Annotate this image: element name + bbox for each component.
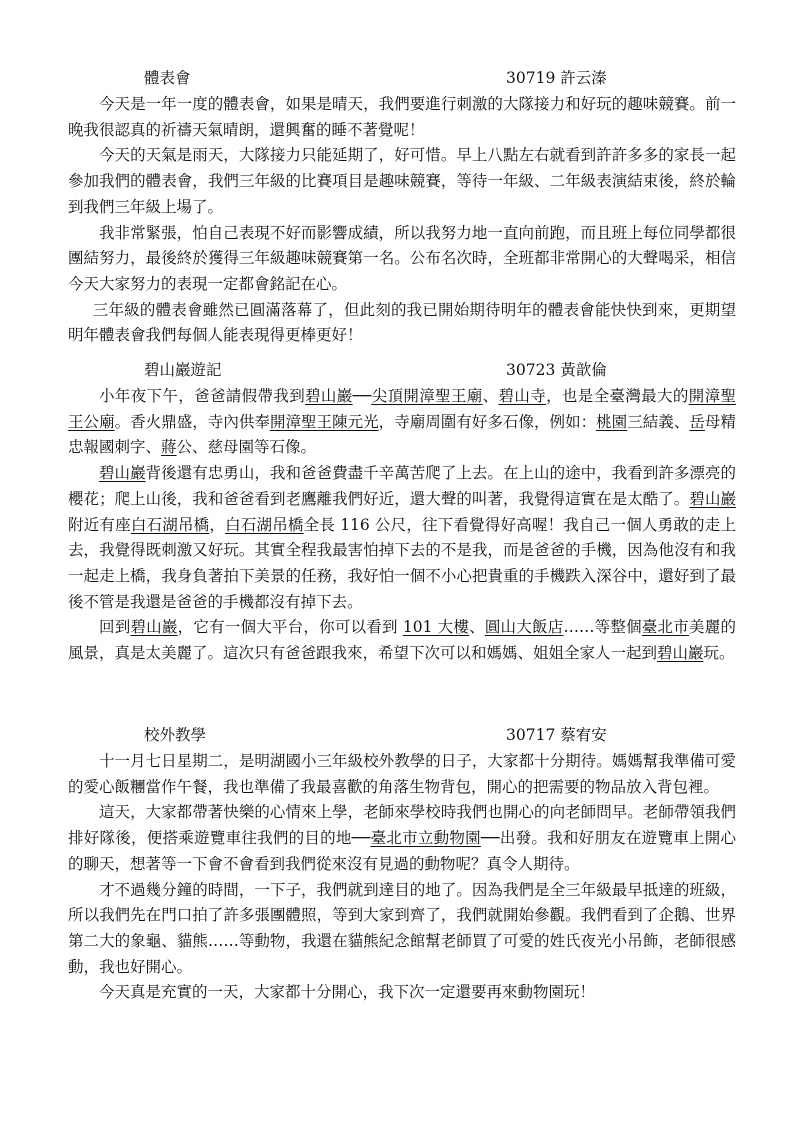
paragraph	[68, 384, 736, 461]
underlined-name: 白石湖吊橋	[225, 515, 304, 534]
text-run: 母精忠報國刺字、	[68, 412, 736, 457]
essay-heading	[68, 721, 736, 749]
text-run: 這天，大家都帶著快樂的心情來上學，老師來學校時我們也開心的向老師問早。老師帶領我們排好隊後，便搭乘遊覽車往我們的目的地──	[68, 803, 736, 848]
underlined-name: 碧山巖	[305, 387, 353, 405]
underlined-name: 岳	[689, 412, 705, 431]
underlined-name: 尖頂開漳聖王廟	[371, 387, 483, 405]
underlined-name: 開漳聖王陳元光	[269, 412, 379, 431]
underlined-name: 101 大樓	[402, 618, 470, 637]
paragraph	[68, 461, 736, 615]
paragraph	[68, 221, 736, 298]
text-run: 、	[482, 387, 499, 405]
underlined-name: 碧山巖	[657, 644, 704, 663]
essay-heading	[68, 356, 736, 384]
text-run: 今天真是充實的一天，大家都十分開心，我下次一定還要再來動物園玩！	[99, 983, 596, 1002]
text-run: ，	[209, 515, 226, 534]
underlined-name: 臺北市	[641, 618, 689, 637]
text-run: ，寺廟周圍有好多石像，例如：	[378, 412, 597, 431]
essay-title: 體表會	[144, 69, 191, 87]
text-run: 背後還有忠勇山，我和爸爸費盡千辛萬苦爬了上去。在上山的途中，我看到許多漂亮的櫻花；爬上山後，我和爸爸看到老鷹離我們好近，還大聲的叫著，我覺得這實在是太酷了。	[68, 464, 736, 508]
underlined-name: 開漳聖王公廟	[68, 387, 736, 431]
text-run: 全長 116 公尺，往下看覺得好高喔！我自己一個人勇敢的走上去，我覺得既刺激又好玩。其實全程我最害怕掉下去的不是我，而是爸爸的手機，因為他沒有和我一起走上橋，我身負著拍下美景的任務，我好怕一個不小心把貴重的手機跌入深谷中，還好到了最後不管是我還是爸爸的手機都沒有掉下去。	[68, 515, 736, 611]
text-run: ──	[352, 387, 372, 405]
text-run: 今天是一年一度的體表會，如果是晴天，我們要進行刺激的大隊接力和好玩的趣味競賽。前一晚我很認真的祈禱天氣晴朗，還興奮的睡不著覺呢！	[68, 95, 736, 139]
text-run: 才不過幾分鐘的時間，一下子，我們就到達目的地了。因為我們是全三年級最早抵達的班級，所以我們先在門口拍了許多張團體照，等到大家到齊了，我們就開始參觀。我們看到了企鵝、世界第二大的象龜、貓熊……等動物，我還在貓熊紀念館幫老師買了可愛的姓氏夜光小吊飾，老師很感動，我也好開心。	[68, 880, 736, 976]
text-run: 小年夜下午，爸爸請假帶我到	[99, 387, 306, 405]
underlined-name: 圓山大飯店	[484, 618, 564, 637]
underlined-name: 碧山巖	[130, 618, 178, 637]
text-run: 今天的天氣是雨天，大隊接力只能延期了，好可惜。早上八點左右就看到許許多多的家長一起參加我們的體表會，我們三年級的比賽項目是趣味競賽，等待一年級、二年級表演結束後，終於輪到我們三年級上場了。	[68, 146, 736, 216]
text-run: 回到	[99, 618, 131, 637]
essay-title: 碧山巖遊記	[144, 361, 222, 379]
essay-sports-day	[68, 64, 736, 349]
essay-bishan-temple	[68, 356, 736, 667]
essay-body	[68, 384, 736, 667]
text-run: 我非常緊張，怕自己表現不好而影響成績，所以我努力地一直向前跑，而且班上每位同學都很團結努力，最後終於獲得三年級趣味競賽第一名。公布名次時，全班都非常開心的大聲喝采，相信今天大家努力的表現一定都會銘記在心。	[68, 223, 736, 293]
text-run: 三結義、	[627, 412, 690, 431]
text-run: 三年級的體表會雖然已圓滿落幕了，但此刻的我已開始期待明年的體表會能快快到來，更期望明年體表會我們每個人能表現得更棒更好！	[68, 300, 736, 345]
underlined-name: 白石湖吊橋	[130, 515, 210, 534]
text-run: 十一月七日星期二，是明湖國小三年級校外教學的日子，大家都十分期待。媽媽幫我準備可愛的愛心飯糰當作午餐，我也準備了我最喜歡的角落生物背包，開心的把需要的物品放入背包裡。	[68, 752, 736, 796]
essay-author: 30723 黃歆倫	[506, 361, 607, 379]
underlined-name: 桃園	[596, 412, 628, 431]
paragraph	[68, 143, 736, 220]
underlined-name: 碧山巖	[99, 464, 146, 483]
underlined-name: 臺北市立動物園	[370, 829, 481, 848]
essay-heading	[68, 64, 736, 92]
underlined-name: 蔣	[161, 438, 177, 457]
essay-field-trip	[68, 721, 736, 1006]
essay-title: 校外教學	[144, 726, 207, 744]
text-run: ，它有一個大平台，你可以看到	[177, 618, 403, 637]
underlined-name: 碧山寺	[498, 387, 547, 405]
essay-body	[68, 92, 736, 349]
essay-author: 30717 蔡宥安	[506, 726, 607, 744]
underlined-name: 碧山巖	[689, 489, 736, 508]
paragraph	[68, 298, 736, 349]
paragraph	[68, 878, 736, 981]
essay-author: 30719 許云溱	[506, 69, 607, 87]
paragraph	[68, 615, 736, 666]
text-run: ……等整個	[563, 618, 642, 637]
text-run: 美麗的風景，真是太美麗了。這次只有爸爸跟我來，希望下次可以和媽媽、姐姐全家人一起到	[68, 618, 736, 663]
essay-body	[68, 749, 736, 1006]
paragraph	[68, 749, 736, 800]
text-run: 公、慈母園等石像。	[176, 438, 317, 457]
text-run: ──出發。我和好朋友在遊覽車上開心的聊天，想著等一下會不會看到我們從來沒有見過的動物呢？真令人期待。	[68, 829, 736, 873]
paragraph	[68, 800, 736, 877]
text-run: 玩。	[703, 644, 735, 663]
paragraph	[68, 980, 736, 1006]
text-run: 。香火鼎盛，寺內供奉	[114, 412, 270, 431]
text-run: 、	[469, 618, 485, 637]
text-run: ，也是全臺灣最大的	[546, 387, 689, 405]
text-run: 附近有座	[68, 515, 131, 534]
paragraph	[68, 92, 736, 143]
